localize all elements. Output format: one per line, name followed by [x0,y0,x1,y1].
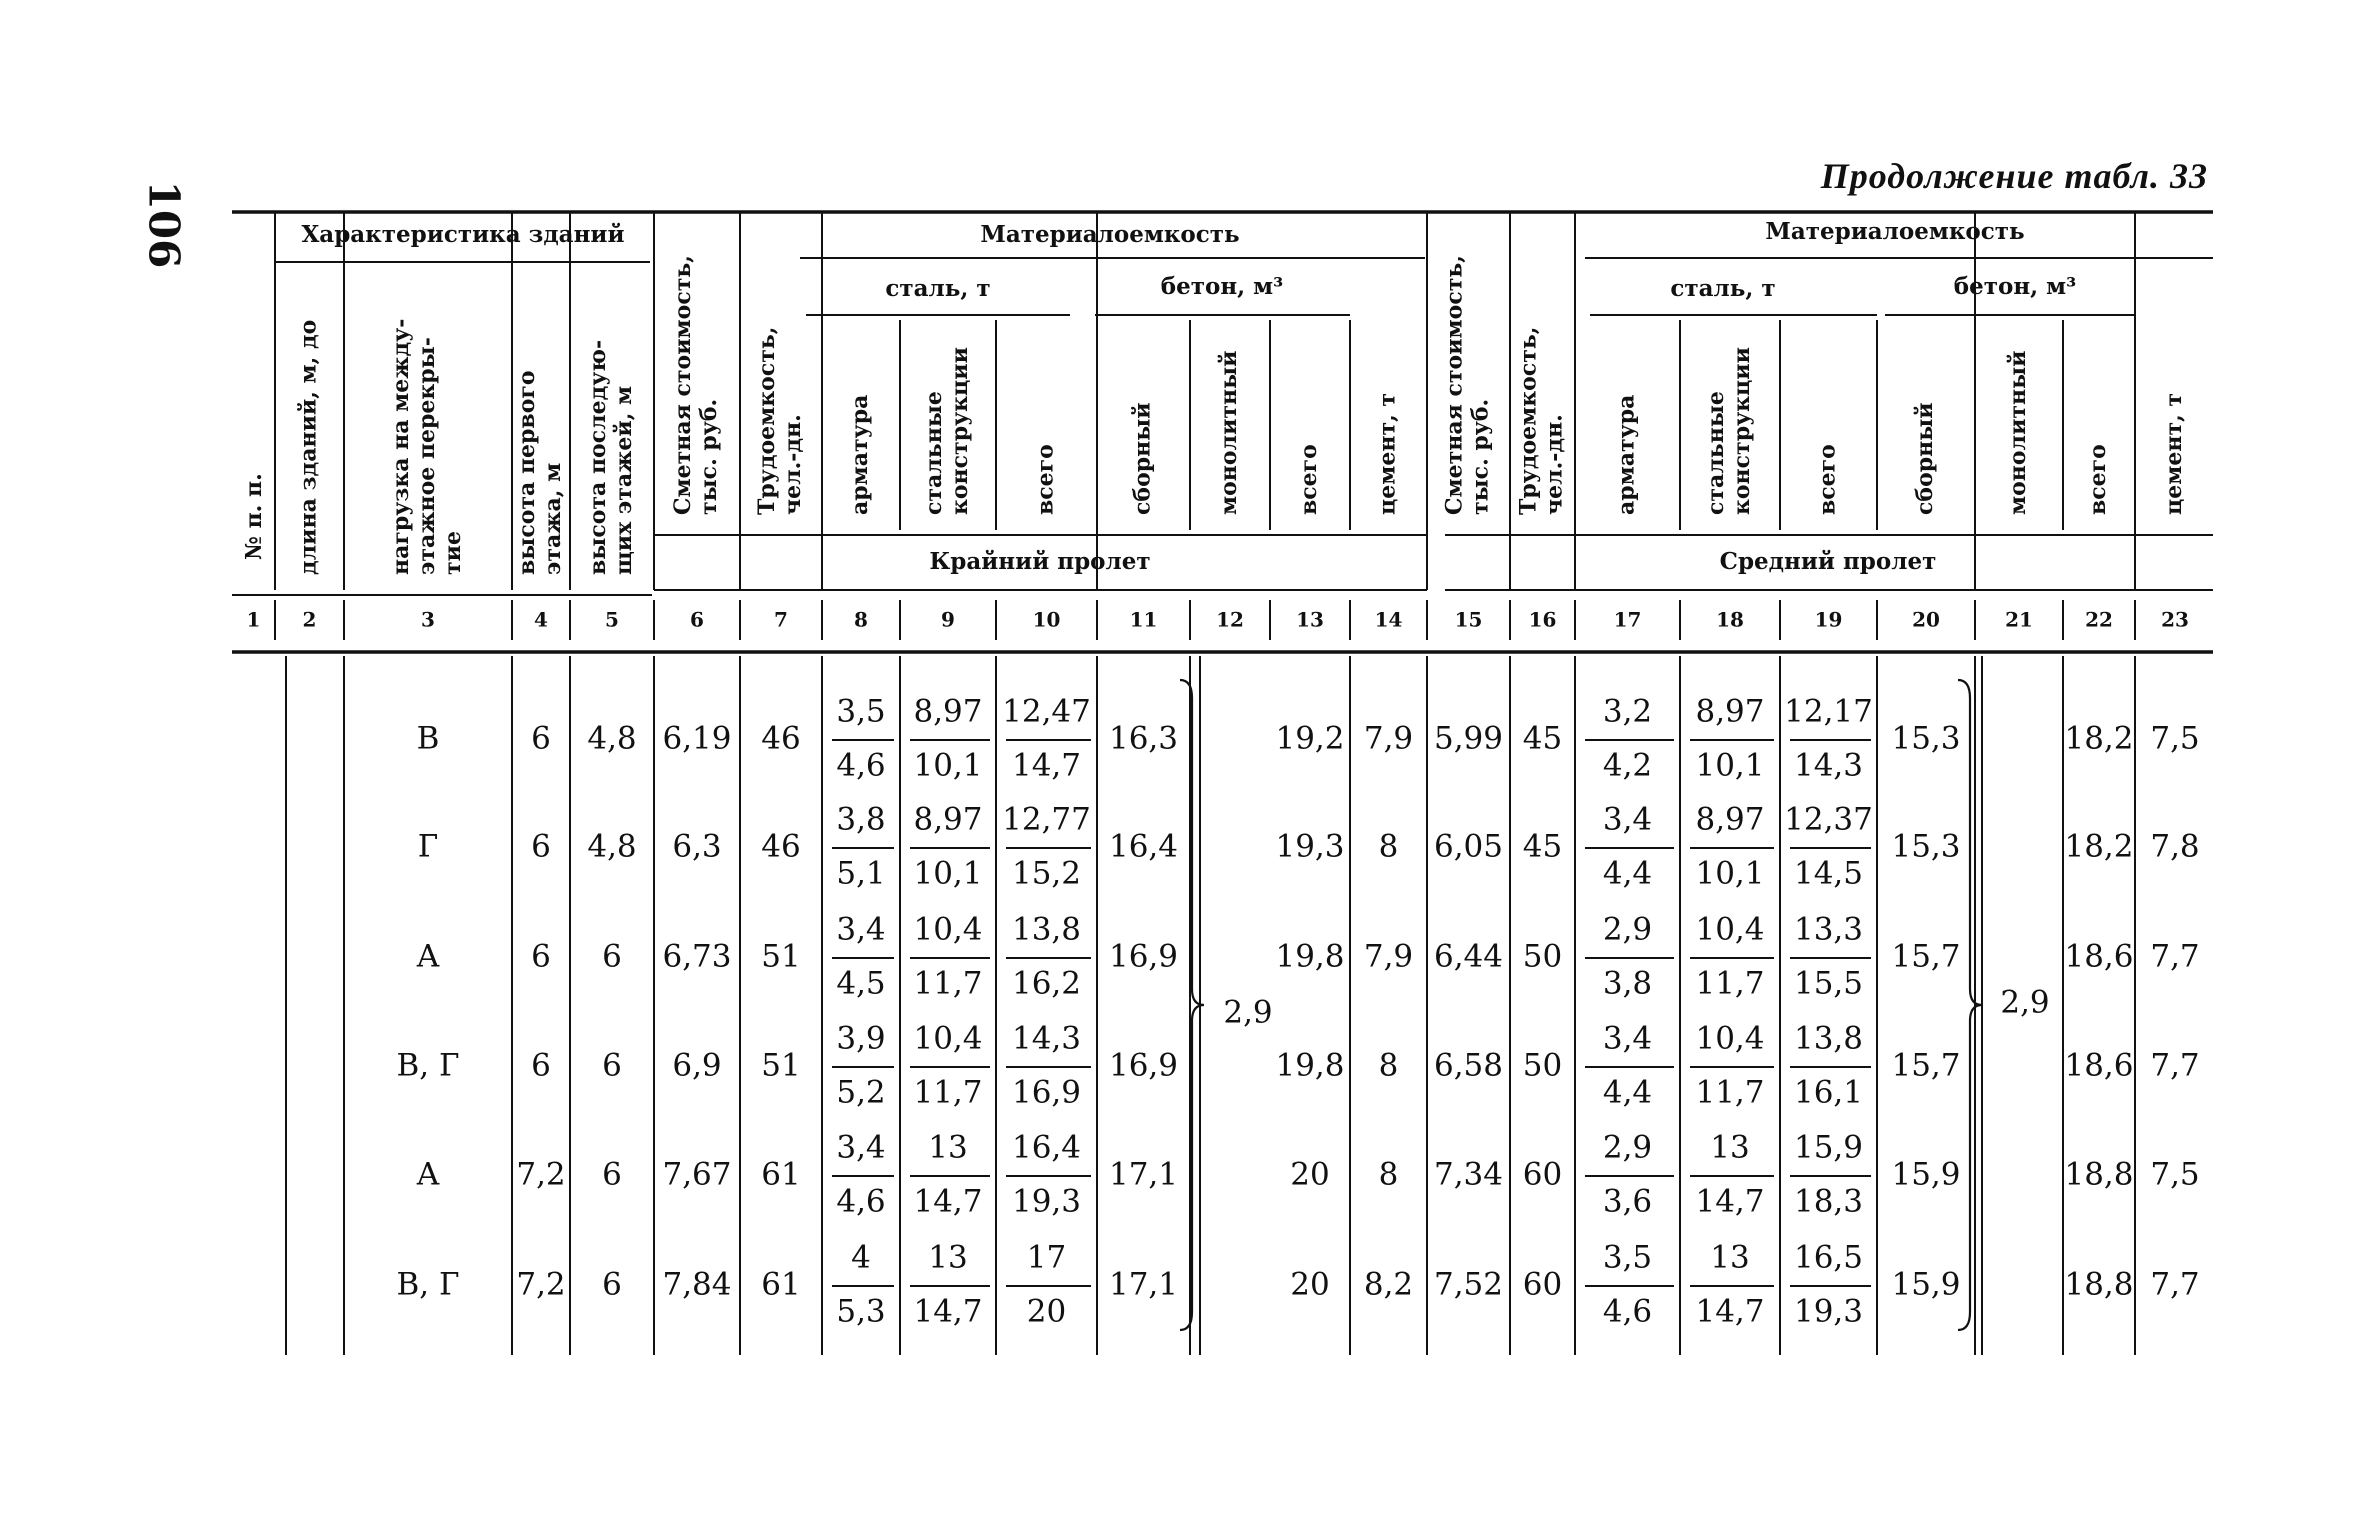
header-concrete-middle: бетон, м³ [1953,273,2077,300]
fraction-numerator: 15,9 [1793,1129,1864,1166]
fraction-denominator: 14,7 [1695,1183,1765,1220]
header-steel-struct-middle: стальные [1703,391,1729,515]
fraction-numerator: 13 [1710,1239,1750,1276]
header-monolithic-edge: монолитный [1216,350,1242,515]
table-cell: 51 [761,1047,801,1084]
table-cell: 6 [531,1047,551,1084]
fraction-numerator: 13 [1710,1129,1750,1166]
column-number: 13 [1296,607,1324,632]
table-cell: 6,44 [1433,938,1504,975]
fraction-denominator: 5,2 [836,1074,886,1111]
table-cell: 45 [1522,828,1563,865]
header-no: № п. п. [241,473,267,560]
fraction-numerator: 12,77 [1002,801,1091,838]
table-cell: 6 [531,828,551,865]
table-cell: 8 [1378,828,1399,865]
table-cell: В, Г [396,1047,460,1084]
merged-monolithic-middle: 2,9 [2000,984,2050,1021]
header-steel-total-middle: всего [1814,444,1841,515]
fraction-numerator: 2,9 [1602,1129,1653,1166]
table-caption: Продолжение табл. 33 [1820,156,2208,196]
merged-monolithic-edge: 2,9 [1223,994,1273,1031]
fraction-denominator: 14,7 [913,1293,983,1330]
fraction-numerator: 13,8 [1011,911,1082,948]
column-number: 17 [1613,607,1642,632]
header-steel-total-edge: всего [1032,444,1059,515]
table-cell: 61 [761,1156,801,1193]
header-cost-middle: тыс. руб. [1467,398,1494,515]
table-cell: 6 [531,720,551,757]
header-labor-middle: Трудоемкость, [1515,326,1542,515]
fraction-numerator: 14,3 [1011,1020,1082,1057]
header-cost-edge: Сметная стоимость, [670,255,696,515]
column-number: 8 [854,607,868,632]
fraction-denominator: 18,3 [1793,1183,1864,1220]
column-number: 18 [1716,607,1744,632]
column-number: 22 [2085,607,2113,632]
fraction-numerator: 3,4 [1602,801,1653,838]
header-span-edge: Крайний пролет [929,548,1151,575]
table-cell: 16,9 [1108,1047,1179,1084]
table-cell: 19,3 [1275,828,1345,865]
table-cell: 18,8 [2064,1156,2134,1193]
fraction-denominator: 4,2 [1602,747,1653,784]
header-concrete-total-edge: всего [1296,444,1322,515]
fraction-denominator: 14,7 [1695,1293,1765,1330]
table-cell: 51 [761,938,801,975]
fraction-denominator: 5,3 [836,1293,886,1330]
table-cell: 8 [1378,1047,1399,1084]
header-labor-edge: чел.-дн. [780,414,806,515]
table-cell: 6,3 [672,828,722,865]
fraction-denominator: 10,1 [913,855,983,892]
table-cell: 19,8 [1275,1047,1345,1084]
table-cell: 50 [1522,1047,1563,1084]
header-height-first: высота первого [514,370,540,575]
table-cell: 45 [1522,720,1563,757]
header-labor-edge: Трудоемкость, [754,326,780,515]
table-cell: 7,9 [1363,938,1414,975]
fraction-numerator: 3,4 [1602,1020,1653,1057]
column-number: 20 [1912,607,1940,632]
table-cell: 18,6 [2064,1047,2134,1084]
table-cell: 6 [602,938,622,975]
fraction-denominator: 14,7 [913,1183,983,1220]
table-cell: 7,7 [2150,938,2200,975]
fraction-numerator: 8,97 [1695,801,1765,838]
table-cell: 6,73 [662,938,732,975]
fraction-denominator: 4,6 [836,1183,886,1220]
fraction-denominator: 4,6 [836,747,886,784]
table-cell: 7,2 [516,1266,566,1303]
fraction-numerator: 10,4 [1695,1020,1765,1057]
header-materials-middle: Материалоемкость [1765,218,2025,245]
table-cell: 15,3 [1891,720,1961,757]
header-steel-struct-edge: стальные [921,391,947,515]
table-cell: 4,8 [587,720,637,757]
table-cell: 6 [602,1156,622,1193]
table-cell: 17,1 [1108,1266,1179,1303]
table-cell: 16,4 [1108,828,1179,865]
column-number: 16 [1528,607,1557,632]
fraction-denominator: 15,5 [1793,965,1864,1002]
header-steel-middle: сталь, т [1670,275,1776,302]
table-cell: 4,8 [587,828,637,865]
table-cell: 19,8 [1275,938,1345,975]
table-cell: 7,52 [1433,1266,1504,1303]
column-number: 9 [941,607,955,632]
fraction-numerator: 13,3 [1793,911,1864,948]
fraction-numerator: 16,4 [1011,1129,1082,1166]
table-cell: 7,5 [2150,720,2200,757]
table-cell: В [416,720,440,757]
column-number: 7 [774,607,788,632]
table-cell: 15,7 [1891,938,1961,975]
fraction-numerator: 10,4 [1695,911,1765,948]
header-precast-edge: сборный [1129,402,1156,515]
fraction-numerator: 13 [928,1239,968,1276]
header-rebar-edge: арматура [847,394,873,515]
table-cell: 7,9 [1363,720,1414,757]
table-cell: 15,9 [1891,1266,1961,1303]
table-cell: 19,2 [1275,720,1345,757]
table-cell: 16,9 [1108,938,1179,975]
fraction-numerator: 12,37 [1784,801,1873,838]
table-cell: 8,2 [1363,1266,1414,1303]
fraction-numerator: 4 [851,1239,871,1276]
fraction-numerator: 12,47 [1002,693,1091,730]
table-cell: А [416,938,440,975]
table-cell: 6,05 [1433,828,1504,865]
column-number: 14 [1374,607,1403,632]
table-cell: 6,9 [672,1047,722,1084]
fraction-numerator: 17 [1026,1239,1067,1276]
header-monolithic-middle: монолитный [2005,350,2031,515]
table-cell: 18,8 [2064,1266,2134,1303]
table-cell: 6 [602,1047,622,1084]
table-cell: 7,5 [2150,1156,2200,1193]
table-cell: 61 [761,1266,801,1303]
fraction-numerator: 3,8 [836,801,886,838]
brace-middle-monolithic [1958,680,1982,1330]
header-concrete-edge: бетон, м³ [1160,273,1284,300]
fraction-denominator: 5,1 [836,855,886,892]
fraction-denominator: 14,5 [1793,855,1864,892]
header-height-next: высота последую- [585,339,611,575]
table-cell: 7,7 [2150,1047,2200,1084]
table-cell: 8 [1378,1156,1399,1193]
table-cell: 7,34 [1433,1156,1504,1193]
fraction-numerator: 2,9 [1602,911,1653,948]
fraction-numerator: 10,4 [913,1020,983,1057]
fraction-denominator: 20 [1026,1293,1067,1330]
table-cell: В, Г [396,1266,460,1303]
fraction-numerator: 8,97 [913,693,983,730]
fraction-numerator: 16,5 [1793,1239,1864,1276]
fraction-denominator: 3,6 [1602,1183,1653,1220]
header-labor-middle: чел.-дн. [1541,414,1568,515]
column-number: 6 [690,607,704,632]
table-cell: 50 [1522,938,1563,975]
fraction-denominator: 16,1 [1793,1074,1864,1111]
table-cell: 7,84 [662,1266,732,1303]
table-cell: 20 [1290,1156,1330,1193]
header-load: нагрузка на между- [388,318,414,575]
table-cell: 15,7 [1891,1047,1961,1084]
column-number: 4 [534,607,548,632]
header-cost-middle: Сметная стоимость, [1441,255,1468,515]
column-number: 5 [605,607,619,632]
fraction-denominator: 14,7 [1011,747,1082,784]
fraction-denominator: 19,3 [1011,1183,1082,1220]
page-number: 106 [139,180,189,269]
table-cell: 17,1 [1108,1156,1179,1193]
column-number: 2 [302,607,317,632]
fraction-denominator: 3,8 [1602,965,1653,1002]
table-cell: Г [417,828,439,865]
fraction-denominator: 4,4 [1602,855,1653,892]
header-steel-edge: сталь, т [885,275,991,302]
column-number: 1 [246,607,261,632]
fraction-numerator: 3,5 [836,693,886,730]
header-span-middle: Средний пролет [1719,548,1937,575]
column-number: 19 [1814,607,1843,632]
fraction-denominator: 4,4 [1602,1074,1653,1111]
table-cell: 7,7 [2150,1266,2200,1303]
fraction-numerator: 8,97 [1695,693,1765,730]
table-cell: 6 [531,938,551,975]
table-cell: 18,6 [2064,938,2134,975]
table-cell: 60 [1522,1156,1563,1193]
table-cell: 15,9 [1891,1156,1961,1193]
fraction-numerator: 12,17 [1784,693,1873,730]
fraction-numerator: 3,2 [1602,693,1653,730]
header-load: тие [440,531,466,575]
header-load: этажное перекры- [414,337,440,575]
table-cell: А [416,1156,440,1193]
table-cell: 18,2 [2064,828,2134,865]
table-cell: 7,8 [2150,828,2200,865]
fraction-numerator: 10,4 [913,911,983,948]
fraction-denominator: 10,1 [1695,855,1765,892]
fraction-numerator: 8,97 [913,801,983,838]
header-steel-struct-middle: конструкции [1729,347,1755,515]
fraction-numerator: 3,5 [1602,1239,1653,1276]
fraction-numerator: 3,4 [836,911,886,948]
fraction-denominator: 19,3 [1793,1293,1864,1330]
header-materials-edge: Материалоемкость [980,221,1240,248]
column-number: 23 [2161,607,2189,632]
column-number: 21 [2005,607,2033,632]
header-height-next: щих этажей, м [611,385,637,575]
header-cement-edge: цемент, т [1374,392,1401,515]
fraction-denominator: 11,7 [1695,1074,1765,1111]
fraction-denominator: 10,1 [1695,747,1765,784]
fraction-denominator: 11,7 [1695,965,1765,1002]
table-cell: 15,3 [1891,828,1961,865]
column-number: 3 [421,607,435,632]
table-cell: 18,2 [2064,720,2134,757]
fraction-denominator: 16,9 [1011,1074,1082,1111]
fraction-denominator: 16,2 [1011,965,1082,1002]
fraction-denominator: 15,2 [1011,855,1082,892]
fraction-denominator: 11,7 [913,1074,983,1111]
table-cell: 7,2 [516,1156,566,1193]
fraction-denominator: 11,7 [913,965,983,1002]
fraction-denominator: 14,3 [1793,747,1864,784]
header-concrete-total-middle: всего [2085,444,2111,515]
table-cell: 6,19 [662,720,732,757]
fraction-denominator: 10,1 [913,747,983,784]
column-number: 12 [1216,607,1244,632]
header-steel-struct-edge: конструкции [947,347,973,515]
table-cell: 6,58 [1433,1047,1504,1084]
fraction-denominator: 4,6 [1602,1293,1653,1330]
header-cost-edge: тыс. руб. [696,398,722,515]
table-cell: 46 [761,720,801,757]
header-cement-middle: цемент, т [2161,392,2187,515]
fraction-numerator: 3,4 [836,1129,886,1166]
header-precast-middle: сборный [1912,402,1938,515]
table-cell: 60 [1522,1266,1563,1303]
table-cell: 16,3 [1108,720,1179,757]
fraction-numerator: 13 [928,1129,968,1166]
column-number: 11 [1129,607,1158,632]
fraction-numerator: 3,9 [836,1020,886,1057]
column-number: 10 [1032,607,1061,632]
table-cell: 20 [1290,1266,1330,1303]
fraction-denominator: 4,5 [836,965,886,1002]
header-rebar-middle: арматура [1613,394,1640,515]
table-cell: 6 [602,1266,622,1303]
fraction-numerator: 13,8 [1793,1020,1864,1057]
header-height-first: этажа, м [540,462,566,575]
header-characteristics: Характеристика зданий [301,221,625,248]
header-length: длина зданий, м, до [295,319,322,575]
table-cell: 46 [761,828,801,865]
column-number: 15 [1454,607,1483,632]
table-cell: 7,67 [662,1156,732,1193]
table-cell: 5,99 [1433,720,1504,757]
